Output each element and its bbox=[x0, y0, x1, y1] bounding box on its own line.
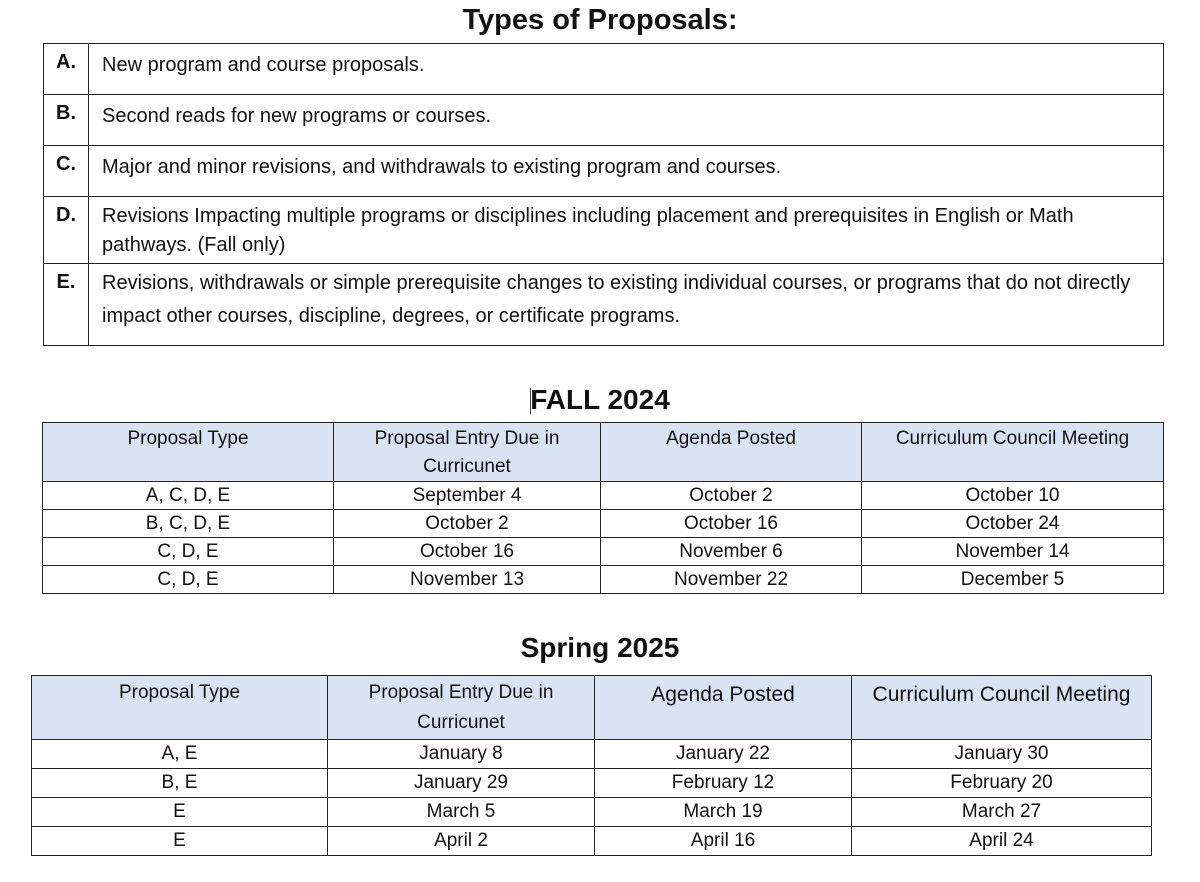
cell-agenda-posted: November 6 bbox=[601, 538, 862, 566]
cell-entry-due: January 8 bbox=[328, 740, 595, 769]
header-agenda-posted: Agenda Posted bbox=[595, 676, 852, 740]
spring-schedule-table bbox=[31, 675, 1152, 856]
cell-entry-due: October 16 bbox=[334, 538, 601, 566]
cell-proposal-type: A, C, D, E bbox=[43, 482, 334, 510]
spring-header-row bbox=[32, 676, 1152, 740]
proposal-type-description: Revisions Impacting multiple programs or disciplines including placement and prerequisites in English or Math pathways. (Fall only) bbox=[89, 197, 1164, 264]
cell-proposal-type: E bbox=[32, 827, 328, 856]
cell-entry-due: October 2 bbox=[334, 510, 601, 538]
fall-schedule-title: FALL 2024 bbox=[530, 384, 670, 415]
cell-proposal-type: C, D, E bbox=[43, 538, 334, 566]
proposal-type-letter: D. bbox=[44, 197, 89, 264]
cell-entry-due: April 2 bbox=[328, 827, 595, 856]
fall-header-row bbox=[43, 423, 1164, 482]
fall-schedule-table bbox=[42, 422, 1164, 594]
cell-entry-due: November 13 bbox=[334, 566, 601, 594]
cell-council-meeting: March 27 bbox=[852, 798, 1152, 827]
cell-entry-due: September 4 bbox=[334, 482, 601, 510]
cell-proposal-type: C, D, E bbox=[43, 566, 334, 594]
proposal-type-row bbox=[44, 264, 1164, 346]
table-row bbox=[32, 769, 1152, 798]
table-row bbox=[43, 510, 1164, 538]
cell-agenda-posted: April 16 bbox=[595, 827, 852, 856]
header-council-meeting: Curriculum Council Meeting bbox=[862, 423, 1164, 482]
cell-council-meeting: December 5 bbox=[862, 566, 1164, 594]
types-of-proposals-title: Types of Proposals: bbox=[462, 4, 738, 36]
cell-agenda-posted: October 16 bbox=[601, 510, 862, 538]
cell-proposal-type: E bbox=[32, 798, 328, 827]
table-row bbox=[32, 740, 1152, 769]
proposal-type-row bbox=[44, 146, 1164, 197]
spring-schedule-title: Spring 2025 bbox=[520, 632, 680, 663]
header-proposal-type: Proposal Type bbox=[43, 423, 334, 482]
table-row bbox=[32, 798, 1152, 827]
table-row bbox=[32, 827, 1152, 856]
proposal-type-description: Second reads for new programs or courses. bbox=[89, 95, 1164, 146]
header-entry-due: Proposal Entry Due in Curricunet bbox=[328, 676, 595, 740]
cell-agenda-posted: March 19 bbox=[595, 798, 852, 827]
cell-agenda-posted: February 12 bbox=[595, 769, 852, 798]
cell-council-meeting: February 20 bbox=[852, 769, 1152, 798]
proposal-type-row bbox=[44, 44, 1164, 95]
header-proposal-type: Proposal Type bbox=[32, 676, 328, 740]
cell-proposal-type: B, C, D, E bbox=[43, 510, 334, 538]
proposal-type-description: New program and course proposals. bbox=[89, 44, 1164, 95]
table-row bbox=[43, 538, 1164, 566]
cell-council-meeting: April 24 bbox=[852, 827, 1152, 856]
cell-agenda-posted: October 2 bbox=[601, 482, 862, 510]
cell-agenda-posted: November 22 bbox=[601, 566, 862, 594]
header-agenda-posted: Agenda Posted bbox=[601, 423, 862, 482]
proposal-type-row bbox=[44, 95, 1164, 146]
proposal-type-description: Revisions, withdrawals or simple prerequisite changes to existing individual courses, or programs that do not directly impact other courses, discipline, degrees, or certificate programs. bbox=[89, 264, 1164, 346]
proposal-type-description: Major and minor revisions, and withdrawals to existing program and courses. bbox=[89, 146, 1164, 197]
proposal-type-letter: A. bbox=[44, 44, 89, 95]
proposal-type-row bbox=[44, 197, 1164, 264]
proposal-type-letter: E. bbox=[44, 264, 89, 346]
cell-entry-due: March 5 bbox=[328, 798, 595, 827]
cell-council-meeting: November 14 bbox=[862, 538, 1164, 566]
cell-proposal-type: A, E bbox=[32, 740, 328, 769]
header-entry-due: Proposal Entry Due in Curricunet bbox=[334, 423, 601, 482]
proposal-types-table bbox=[43, 43, 1164, 346]
cell-agenda-posted: January 22 bbox=[595, 740, 852, 769]
header-council-meeting: Curriculum Council Meeting bbox=[852, 676, 1152, 740]
proposal-type-letter: B. bbox=[44, 95, 89, 146]
cell-council-meeting: October 24 bbox=[862, 510, 1164, 538]
table-row bbox=[43, 482, 1164, 510]
cell-council-meeting: October 10 bbox=[862, 482, 1164, 510]
cell-council-meeting: January 30 bbox=[852, 740, 1152, 769]
cell-entry-due: January 29 bbox=[328, 769, 595, 798]
table-row bbox=[43, 566, 1164, 594]
cell-proposal-type: B, E bbox=[32, 769, 328, 798]
proposal-type-letter: C. bbox=[44, 146, 89, 197]
